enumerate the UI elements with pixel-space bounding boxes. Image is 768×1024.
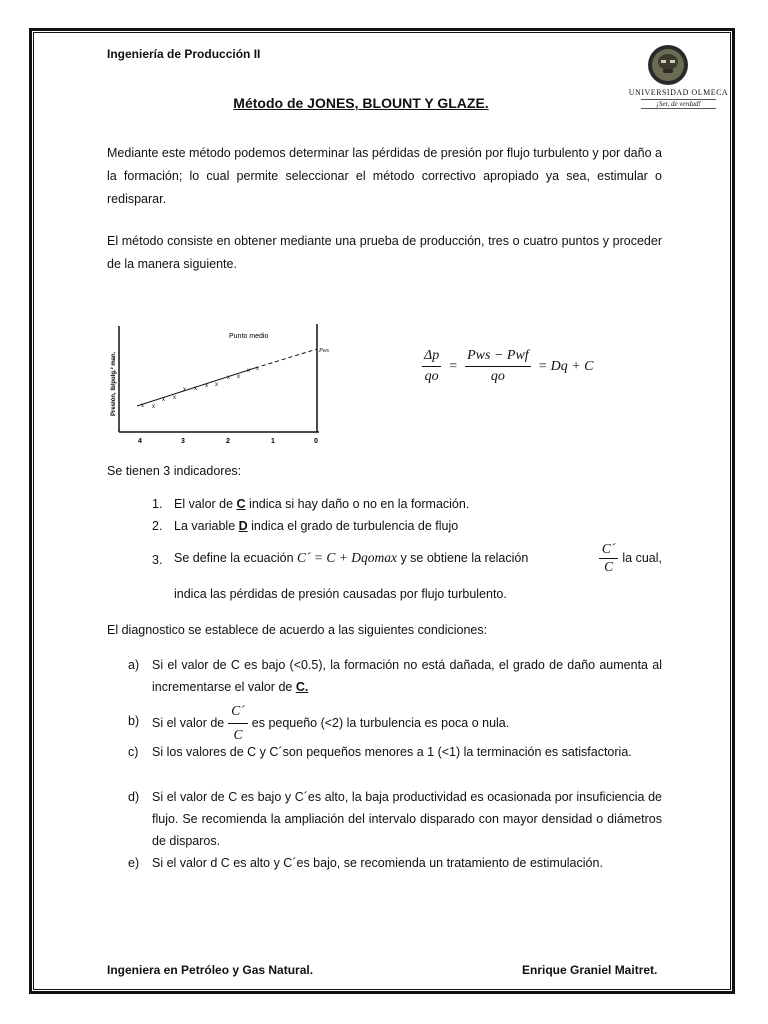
graph-ylabel: Presión, lb/pulg.² man. [111,351,117,416]
x-tick-label: 2 [226,438,230,445]
logo-motto: ¡Ser, de verdad! [641,99,716,109]
data-point: x [152,404,155,410]
data-point: x [215,382,218,388]
data-point: x [194,386,197,392]
x-tick-label: 1 [271,438,275,445]
c-prime-over-c: $\frac{C´}{C}$ [228,700,248,746]
diagnostic-heading: El diagnostico se establece de acuerdo a las siguientes condiciones: [107,623,488,637]
lhs-fraction: $\frac{\Delta p}{qo}$ [424,348,440,384]
x-tick-label: 0 [314,438,318,445]
data-point: x [205,383,208,389]
x-tick-label: 3 [181,438,185,445]
trend-line-extrapolated [255,349,317,368]
list-item: 3. Se define la ecuación C´ = C + Dqomax y se obtiene la relación $\frac{C´}{C}$ la cual, indica las pérdidas de presión causadas por flujo turbulento. [152,541,662,601]
data-point: x [173,395,176,401]
data-point: x [227,375,230,381]
x-tick-labels [138,438,318,445]
data-point: x [247,368,250,374]
data-point: x [237,374,240,380]
footer-author: Enrique Graniel Maitret. [522,963,658,977]
c-prime-over-c: $\frac{C´}{C}$ [599,541,619,575]
logo-name: UNIVERSIDAD OLMECA [628,88,729,97]
x-tick-label: 4 [138,438,142,445]
graph-end-label: Pws [319,348,330,354]
rhs-expression: Dq + C [550,358,594,374]
pressure-graph [107,320,333,452]
intro-paragraph-2: El método consiste en obtener mediante una prueba de producción, tres o cuatro puntos y proceder de la manera siguiente. [107,234,662,271]
data-point: x [162,397,165,403]
olmec-head-icon [626,42,731,88]
graph-annotation: Punto medio [229,333,269,340]
indicators-heading: Se tienen 3 indicadores: [107,464,242,478]
footer-program: Ingeniera en Petróleo y Gas Natural. [107,963,314,977]
intro-paragraph-1: Mediante este método podemos determinar las pérdidas de presión por flujo turbulento y por daño a la formación; lo cual permite seleccionar el método correctivo apropiado ya sea, estimular o redisparar. [107,146,662,206]
list-item: b) Si el valor de $\frac{C´}{C}$ es pequeño (<2) la turbulencia es poca o nula. [128,700,662,740]
data-point: x [183,387,186,393]
data-point: x [256,366,259,372]
data-point: x [141,403,144,409]
document-title: Método de JONES, BLOUNT Y GLAZE. [233,95,489,111]
jones-formula: $\frac{\Delta p}{qo}$ = $\frac{\text{Pws − Pwf}}{qo}$ = Dq + C [424,348,594,384]
mid-fraction: $\frac{\text{Pws − Pwf}}{qo}$ [467,348,529,384]
course-header: Ingeniería de Producción II [107,47,261,61]
